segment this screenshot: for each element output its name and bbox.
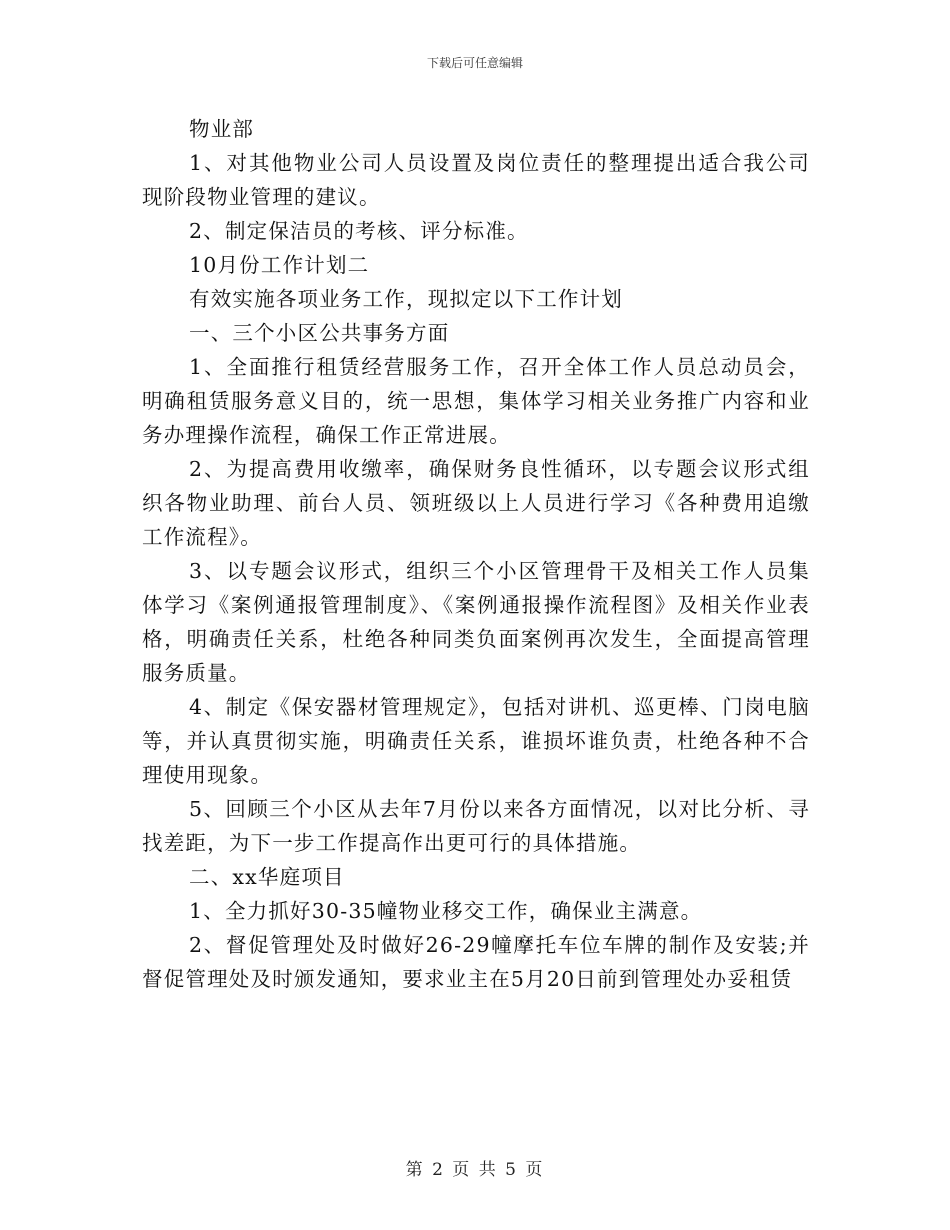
paragraph: 1、全力抓好30-35幢物业移交工作，确保业主满意。 <box>189 899 703 923</box>
page-footer: 第 2 页 共 5 页 <box>405 1160 545 1180</box>
paragraph: 2、为提高费用收缴率，确保财务良性循环，以专题会议形式组织各物业助理、前台人员、领班级以上人员进行学习《各种费用追缴工作流程》。 <box>142 457 810 549</box>
paragraph: 3、以专题会议形式，组织三个小区管理骨干及相关工作人员集体学习《案例通报管理制度》、《案例通报操作流程图》及相关作业表格，明确责任关系，杜绝各种同类负面案例再次发生，全面提高管理服务质量。 <box>142 559 810 685</box>
paragraph: 1、全面推行租赁经营服务工作，召开全体工作人员总动员会，明确租赁服务意义目的，统一思想，集体学习相关业务推广内容和业务办理操作流程，确保工作正常进展。 <box>142 355 810 447</box>
paragraph: 2、督促管理处及时做好26-29幢摩托车位车牌的制作及安装;并督促管理处及时颁发通知，要求业主在5月20日前到管理处办妥租赁 <box>142 933 810 991</box>
document-body <box>142 112 810 996</box>
paragraph: 2、制定保洁员的考核、评分标准。 <box>189 219 529 243</box>
paragraph: 5、回顾三个小区从去年7月份以来各方面情况，以对比分析、寻找差距，为下一步工作提高作出更可行的具体措施。 <box>142 797 810 855</box>
paragraph: 物业部 <box>189 117 255 141</box>
page-header: 下载后可任意编辑 <box>426 56 523 70</box>
paragraph: 一、三个小区公共事务方面 <box>189 321 450 345</box>
paragraph: 10月份工作计划二 <box>189 253 370 277</box>
paragraph: 有效实施各项业务工作，现拟定以下工作计划 <box>189 287 623 311</box>
paragraph: 二、xx华庭项目 <box>189 865 345 889</box>
paragraph: 4、制定《保安器材管理规定》，包括对讲机、巡更棒、门岗电脑等，并认真贯彻实施，明确责任关系，谁损坏谁负责，杜绝各种不合理使用现象。 <box>142 695 810 787</box>
paragraph: 1、对其他物业公司人员设置及岗位责任的整理提出适合我公司现阶段物业管理的建议。 <box>142 151 810 209</box>
